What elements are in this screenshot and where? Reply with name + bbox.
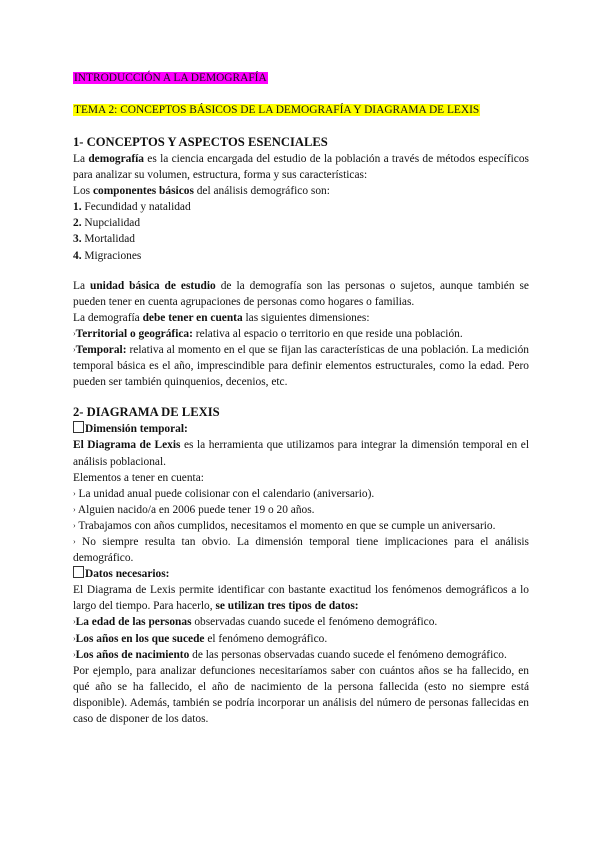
arrow-bullet-icon: ›	[73, 504, 76, 514]
elements-intro: Elementos a tener en cuenta:	[73, 471, 204, 484]
arrow-bullet-icon: ›	[73, 649, 76, 659]
section2-heading: 2- DIAGRAMA DE LEXIS	[73, 405, 220, 420]
arrow-bullet-icon: ›	[73, 633, 76, 643]
dimension-temporal: ›Temporal: relativa al momento en el que se fijan las características de una población. La medición temporal básica es el año, imprescindible para definir elementos estructurales, como la edad. Pero pueden ser también quinquenios, decenios, etc.	[73, 344, 529, 389]
lexis-data-paragraph: El Diagrama de Lexis permite identificar con bastante exactitud los fenómenos demográficos a lo largo del tiempo. Para hacerlo, se utilizan tres tipos de datos:	[73, 584, 529, 613]
arrow-bullet-icon: ›	[73, 520, 76, 530]
list-item: 2. Nupcialidad	[73, 217, 141, 230]
components-intro: Los componentes básicos del análisis demográfico son:	[73, 185, 330, 198]
list-item: › No siempre resulta tan obvio. La dimensión temporal tiene implicaciones para el análisis demográfico.	[73, 535, 529, 565]
section1-heading: 1- CONCEPTOS Y ASPECTOS ESENCIALES	[73, 135, 328, 149]
basic-unit-paragraph: La unidad básica de estudio de la demografía son las personas o sujetos, aunque también se pueden tener en cuenta agrupaciones de personas como hogares o familias.	[73, 279, 529, 308]
subject-highlight: INTRODUCCIÓN A LA DEMOGRAFÍA	[74, 72, 267, 84]
list-item: 1. Fecundidad y natalidad	[73, 201, 191, 214]
list-item: 3. Mortalidad	[73, 233, 136, 246]
list-item: › La unidad anual puede colisionar con el calendario (aniversario).	[73, 487, 375, 500]
checkbox-glyph-icon	[73, 421, 84, 433]
data-type-years: ›Los años en los que sucede el fenómeno demográfico.	[73, 632, 328, 645]
dimensions-intro: La demografía debe tener en cuenta las siguientes dimensiones:	[73, 311, 370, 324]
list-item: 4. Migraciones	[73, 249, 142, 262]
subheading-data: Datos necesarios:	[73, 566, 529, 582]
arrow-bullet-icon: ›	[73, 536, 76, 546]
list-item: › Alguien nacido/a en 2006 puede tener 19 o 20 años.	[73, 503, 315, 516]
arrow-bullet-icon: ›	[73, 617, 76, 627]
arrow-bullet-icon: ›	[73, 488, 76, 498]
subheading-temporal: Dimensión temporal:	[73, 421, 529, 437]
spacer	[73, 264, 529, 278]
data-type-birth: ›Los años de nacimiento de las personas observadas cuando sucede el fenómeno demográfico.	[73, 648, 507, 661]
dimension-territorial: ›Territorial o geográfica: relativa al espacio o territorio en que reside una población.	[73, 327, 463, 340]
list-item: › Trabajamos con años cumplidos, necesitamos el momento en que se cumple un aniversario.	[73, 519, 496, 532]
arrow-bullet-icon: ›	[73, 328, 76, 338]
document-page	[73, 70, 529, 727]
demography-definition: La demografía es la ciencia encargada del estudio de la población a través de métodos específicos para analizar su volumen, estructura, forma y sus características:	[73, 153, 529, 182]
subject-title	[73, 70, 529, 86]
checkbox-glyph-icon	[73, 566, 84, 578]
lexis-definition: El Diagrama de Lexis es la herramienta que utilizamos para integrar la dimensión temporal en el análisis poblacional.	[73, 439, 529, 468]
arrow-bullet-icon: ›	[73, 345, 76, 355]
data-type-age: ›La edad de las personas observadas cuando sucede el fenómeno demográfico.	[73, 616, 438, 629]
topic-title	[73, 102, 529, 118]
topic-highlight: TEMA 2: CONCEPTOS BÁSICOS DE LA DEMOGRAFÍA Y DIAGRAMA DE LEXIS	[74, 104, 480, 116]
example-paragraph: Por ejemplo, para analizar defunciones necesitaríamos saber con cuántos años se ha fallecido, en qué año se ha fallecido, el año de nacimiento de la persona fallecida (esto no siempre está disponible). Además, también se podría incorporar un análisis del número de personas fallecidas en caso de disponer de los datos.	[73, 664, 529, 725]
